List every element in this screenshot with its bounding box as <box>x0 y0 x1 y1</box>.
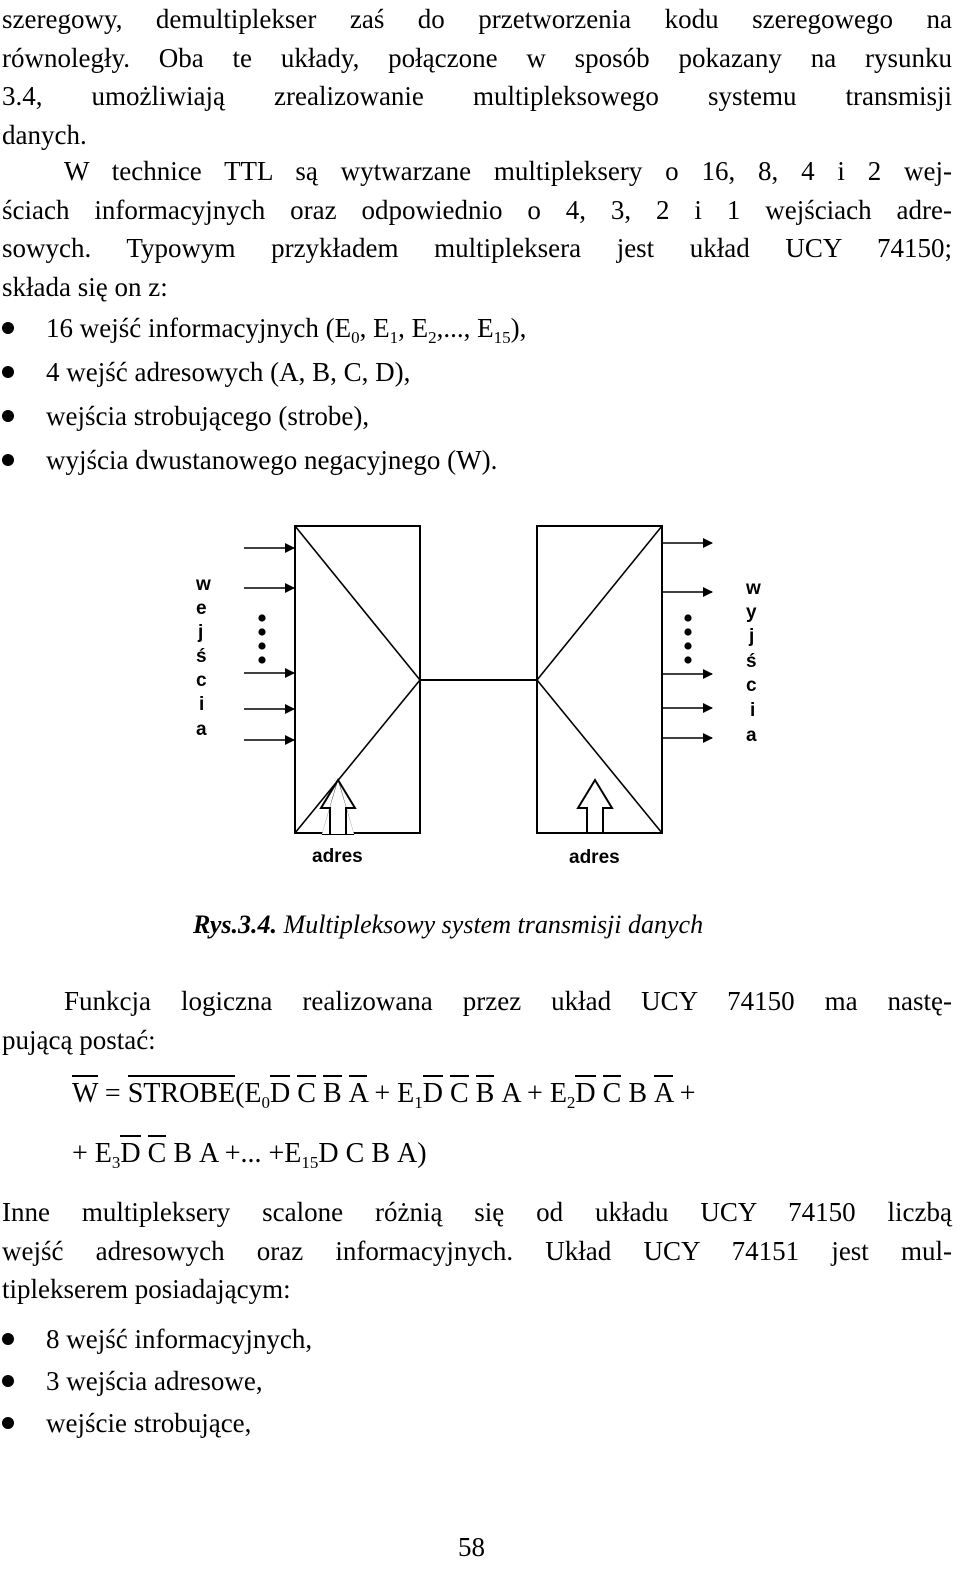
list-item-text: 8 wejść informacyjnych, <box>46 1324 313 1354</box>
paragraph-function <box>2 982 952 1059</box>
text-line: W technice TTL są wytwarzane multipleksery o 16, 8, 4 i 2 wej- <box>64 156 952 186</box>
label-letter: c <box>746 675 757 696</box>
label-letter: i <box>750 700 756 721</box>
address-label-right: adres <box>569 847 620 868</box>
ellipsis-dots-right <box>684 614 691 663</box>
multiplexer-block <box>295 526 420 833</box>
page-number: 58 <box>458 1532 485 1562</box>
text-line: ściach informacyjnych oraz odpowiednio o 4, 3, 2 i 1 wejściach adre- <box>2 194 952 225</box>
label-letter: j <box>198 622 204 643</box>
list-item-text: wejście strobujące, <box>46 1408 252 1438</box>
figure-number: Rys.3.4. <box>193 910 278 939</box>
bullet-icon <box>2 1333 14 1345</box>
text-line: Inne multipleksery scalone różnią się od układu UCY 74150 liczbą <box>2 1197 952 1227</box>
formula-line-1: $W = STROBE(E_0D$ C B $A + E_1D$ C B $A + E_2D$ C B A + <box>72 1078 696 1110</box>
text-line: składa się on z: <box>2 271 168 302</box>
figure-caption <box>193 910 703 940</box>
text-line: sowych. Typowym przykładem multipleksera jest układ UCY 74150; <box>2 233 952 263</box>
paragraph-other-multiplexers <box>2 1193 952 1309</box>
bullet-icon <box>2 454 14 466</box>
bullet-icon <box>2 322 14 334</box>
text-line: wejść adresowych oraz informacyjnych. Układ UCY 74151 jest mul- <box>2 1235 952 1266</box>
list-item-text: 16 wejść informacyjnych ($E_0$, $E_1$, $E_2$,..., $E_{15}$), <box>46 313 527 347</box>
list-item-text: 4 wejść adresowych (A, B, C, D), <box>46 357 411 387</box>
text-line: równoległy. Oba te układy, połączone w sposób pokazany na rysunku <box>2 42 952 73</box>
text-line: szeregowy, demultiplekser zaś do przetworzenia kodu szeregowego na <box>2 4 952 34</box>
inputs-label <box>195 574 211 740</box>
text-line: 3.4, umożliwiają zrealizowanie multipleksowego systemu transmisji <box>2 81 952 111</box>
label-letter: i <box>199 694 205 715</box>
list-item-text: wejścia strobującego (strobe), <box>46 401 370 431</box>
label-letter: e <box>196 598 207 619</box>
label-letter: j <box>749 626 755 647</box>
label-letter: w <box>196 574 211 595</box>
label-letter: ś <box>196 646 207 667</box>
outputs-label <box>745 578 761 746</box>
output-arrows <box>663 543 712 738</box>
paragraph-intro <box>2 0 952 154</box>
paragraph-ttl <box>2 152 952 306</box>
bullet-icon <box>2 1375 14 1387</box>
label-letter: c <box>196 670 207 691</box>
text-line: tiplekserem posiadającym: <box>2 1274 291 1304</box>
ellipsis-dots-left <box>258 614 265 663</box>
input-arrows <box>244 548 294 740</box>
label-letter: y <box>746 602 757 623</box>
multiplexer-symbol <box>295 526 420 833</box>
list-item-text: 3 wejścia adresowe, <box>46 1366 263 1396</box>
list-item-text: wyjścia dwustanowego negacyjnego (W). <box>46 445 498 475</box>
label-letter: ś <box>746 651 757 672</box>
bullet-icon <box>2 1417 14 1429</box>
figure-title: Multipleksowy system transmisji danych <box>283 910 704 939</box>
address-label-left: adres <box>312 846 363 867</box>
text-line: danych. <box>2 119 87 150</box>
multiplex-diagram <box>0 510 960 890</box>
label-letter: a <box>746 725 757 746</box>
text-line: Funkcja logiczna realizowana przez układ UCY 74150 ma nastę- <box>64 986 952 1016</box>
address-arrow-right-outline <box>578 780 612 834</box>
label-letter: w <box>746 578 761 599</box>
text-line: pującą postać: <box>2 1024 156 1055</box>
formula-line-2: + $E_3D$ C B A +... $+E_{15}D$ C B A) <box>72 1138 427 1170</box>
bullet-icon <box>2 410 14 422</box>
label-letter: a <box>196 719 207 740</box>
bullet-icon <box>2 366 14 378</box>
